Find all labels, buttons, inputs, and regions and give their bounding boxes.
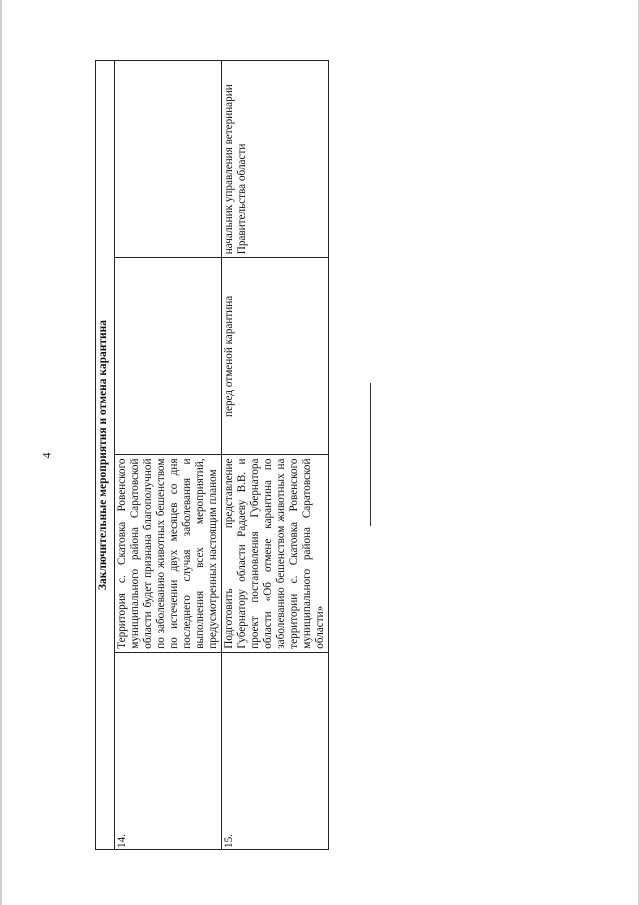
quarantine-plan-table — [95, 60, 329, 850]
section-title: Заключительные мероприятия и отмена карантина — [96, 61, 115, 850]
section-header-row — [96, 61, 115, 850]
table-row — [222, 61, 329, 850]
row-number: 15. — [222, 652, 329, 849]
signature-line — [370, 383, 371, 526]
row-term — [115, 258, 222, 455]
row-task: Подготовить представление Губернатору области Радаеву В.В. и проект постановления Губернатора области «Об отмене карантина по заболеванию бешенством животных на территории с. Скатовка Ровенского муниципального района Саратовской области» — [222, 455, 329, 652]
row-responsible — [115, 61, 222, 258]
row-term: перед отменой карантина — [222, 258, 329, 455]
scan-edge-left — [0, 0, 2, 905]
row-number: 14. — [115, 652, 222, 849]
row-task: Территория с. Скатовка Ровенского муниципального района Саратовской области будет признана благополучной по заболеванию животных бешенством по истечении двух месяцев со дня последнего случая заболевания и выполнения всех мероприятий, предусмотренных настоящим планом — [115, 455, 222, 652]
rotated-table-container — [95, 60, 328, 850]
table-row — [115, 61, 222, 850]
page-number: 4 — [39, 452, 54, 459]
row-responsible: начальник управления ветеринарии Правительства области — [222, 61, 329, 258]
